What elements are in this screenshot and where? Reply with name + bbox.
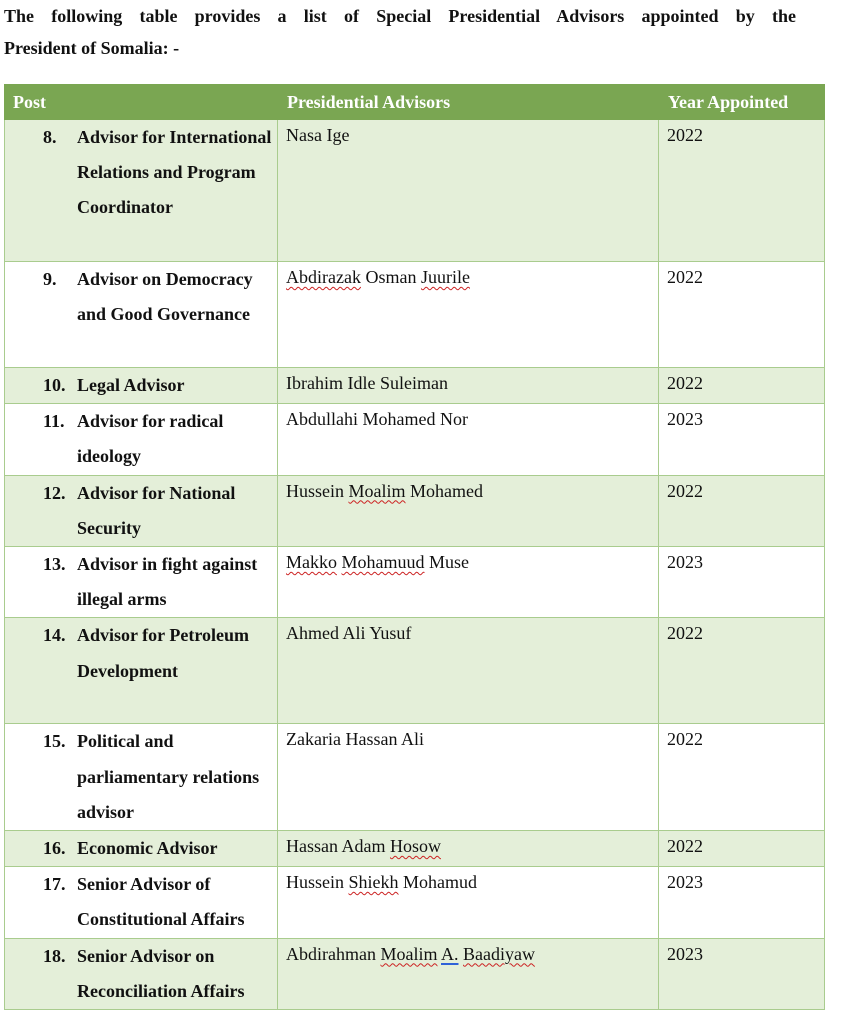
year-cell (659, 831, 825, 867)
table-row (5, 831, 825, 867)
advisor-name: Nasa Ige (286, 125, 350, 145)
row-number: 10. (43, 375, 66, 395)
post-cell (5, 547, 278, 618)
post-label: Advisor for Petroleum Development (77, 625, 249, 681)
post-cell (5, 618, 278, 724)
header-advisors: Presidential Advisors (278, 85, 659, 120)
year-cell (659, 867, 825, 938)
year-cell (659, 547, 825, 618)
table-row (5, 120, 825, 262)
post-cell (5, 867, 278, 938)
row-number: 15. (43, 731, 66, 752)
table-row (5, 262, 825, 368)
post-label: Advisor for International Relations and Program Coordinator (77, 127, 272, 218)
advisor-name-part: Makko (286, 552, 337, 573)
year-value: 2023 (667, 552, 703, 573)
post-label: Advisor in fight against illegal arms (77, 554, 258, 610)
advisor-name: Ahmed Ali Yusuf (286, 623, 412, 644)
advisor-name-part: Hosow (389, 836, 441, 857)
advisor-name-part: Shiekh (348, 872, 399, 893)
advisors-table (4, 84, 825, 1010)
advisor-cell (278, 368, 659, 404)
post-cell (5, 475, 278, 546)
year-value: 2022 (667, 480, 703, 501)
post-cell (5, 938, 278, 1009)
row-number: 13. (43, 554, 66, 575)
table-header-row (5, 85, 825, 120)
year-value: 2022 (667, 267, 703, 287)
advisor-name-part: Juurile (420, 267, 470, 287)
post-cell (5, 120, 278, 262)
row-number: 9. (43, 269, 57, 289)
post-cell (5, 404, 278, 475)
advisor-name-part: Moalim (380, 943, 438, 964)
advisor-name: Ibrahim Idle Suleiman (286, 373, 448, 393)
year-cell (659, 724, 825, 831)
table-row (5, 547, 825, 618)
advisor-name-part: A. (441, 943, 459, 964)
row-number: 16. (43, 838, 66, 859)
row-number: 12. (43, 482, 66, 503)
table-row (5, 368, 825, 404)
row-number: 17. (43, 874, 66, 895)
advisor-cell (278, 724, 659, 831)
intro-line-1: The following table provides a list of Special Presidential Advisors appointed by the (4, 6, 796, 26)
advisor-name-part: Moalim (348, 480, 406, 501)
advisor-cell (278, 120, 659, 262)
advisor-name: Makko Mohamuud Muse (286, 552, 469, 573)
row-number: 14. (43, 625, 66, 646)
year-cell (659, 618, 825, 724)
post-label: Political and parliamentary relations advisor (77, 731, 260, 822)
advisor-name: Abdullahi Mohamed Nor (286, 409, 468, 430)
table-row (5, 938, 825, 1009)
intro-line-2: President of Somalia: - (4, 38, 180, 58)
advisor-name: Abdirahman Moalim A. Baadiyaw (286, 943, 535, 964)
advisor-cell (278, 938, 659, 1009)
year-cell (659, 120, 825, 262)
advisor-name: Hussein Moalim Mohamed (286, 480, 483, 501)
advisor-cell (278, 404, 659, 475)
intro-paragraph (4, 0, 796, 64)
advisor-cell (278, 867, 659, 938)
post-cell (5, 831, 278, 867)
advisor-cell (278, 475, 659, 546)
header-year: Year Appointed (659, 85, 825, 120)
advisor-cell (278, 547, 659, 618)
table-row (5, 618, 825, 724)
advisor-name-part: Baadiyaw (463, 943, 535, 964)
table-row (5, 724, 825, 831)
year-value: 2022 (667, 125, 703, 145)
year-value: 2022 (667, 729, 703, 750)
year-value: 2022 (667, 836, 703, 857)
table-row (5, 867, 825, 938)
post-label: Advisor for radical ideology (77, 411, 224, 467)
advisor-name-part: Abdirazak (286, 267, 361, 287)
post-label: Senior Advisor on Reconciliation Affairs (77, 945, 245, 1001)
advisor-cell (278, 262, 659, 368)
advisor-name: Hussein Shiekh Mohamud (286, 872, 478, 893)
table-row (5, 404, 825, 475)
year-value: 2023 (667, 872, 703, 893)
row-number: 18. (43, 945, 66, 966)
year-cell (659, 938, 825, 1009)
post-cell (5, 368, 278, 404)
post-label: Advisor for National Security (77, 482, 236, 538)
header-post: Post (5, 85, 278, 120)
advisor-name: Abdirazak Osman Juurile (286, 267, 470, 287)
post-label: Economic Advisor (77, 838, 218, 859)
row-number: 8. (43, 127, 57, 147)
year-cell (659, 475, 825, 546)
post-label: Legal Advisor (77, 375, 185, 395)
advisor-cell (278, 618, 659, 724)
year-value: 2023 (667, 409, 703, 430)
year-cell (659, 262, 825, 368)
advisor-name: Hassan Adam Hosow (286, 836, 441, 857)
post-cell (5, 262, 278, 368)
post-label: Advisor on Democracy and Good Governance (77, 269, 253, 325)
advisor-name: Zakaria Hassan Ali (286, 729, 424, 750)
year-value: 2023 (667, 943, 703, 964)
post-cell (5, 724, 278, 831)
year-cell (659, 404, 825, 475)
year-value: 2022 (667, 373, 703, 393)
advisor-name-part: Mohamuud (341, 552, 425, 573)
year-cell (659, 368, 825, 404)
post-label: Senior Advisor of Constitutional Affairs (77, 874, 245, 930)
row-number: 11. (43, 411, 65, 432)
advisor-cell (278, 831, 659, 867)
year-value: 2022 (667, 623, 703, 644)
table-row (5, 475, 825, 546)
